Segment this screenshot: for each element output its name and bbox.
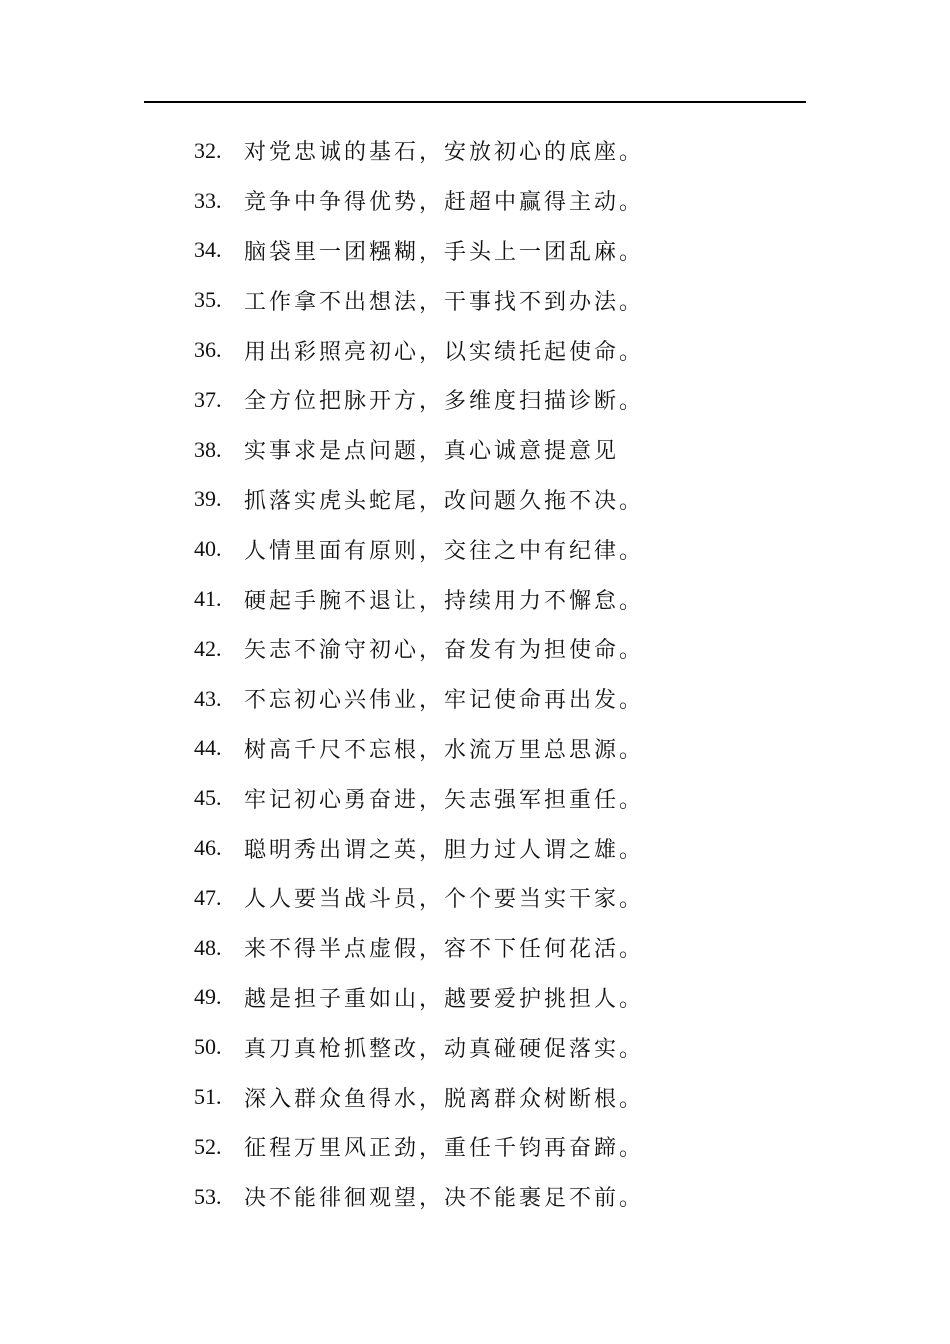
item-text: 实事求是点问题，真心诚意提意见 (244, 439, 620, 465)
item-number: 37. (194, 386, 222, 412)
list-item (0, 425, 950, 475)
list-item (0, 1072, 950, 1122)
item-text: 真刀真枪抓整改，动真碰硬促落实。 (244, 1036, 645, 1062)
item-number: 42. (194, 635, 222, 661)
list-item (0, 226, 950, 276)
list-item (0, 624, 950, 674)
list-item (0, 475, 950, 525)
list-item (0, 873, 950, 923)
item-text: 越是担子重如山，越要爱护挑担人。 (244, 986, 645, 1012)
item-number: 44. (194, 735, 222, 761)
item-number: 38. (194, 436, 222, 462)
item-number: 47. (194, 884, 222, 910)
item-text: 工作拿不出想法，干事找不到办法。 (244, 289, 645, 315)
list-item (0, 275, 950, 325)
item-text: 决不能徘徊观望，决不能裹足不前。 (244, 1186, 645, 1212)
item-text: 硬起手腕不退让，持续用力不懈怠。 (244, 588, 645, 614)
item-number: 53. (194, 1183, 222, 1209)
item-number: 51. (194, 1084, 222, 1110)
item-number: 34. (194, 237, 222, 263)
item-text: 人情里面有原则，交往之中有纪律。 (244, 538, 645, 564)
item-text: 来不得半点虚假，容不下任何花活。 (244, 937, 645, 963)
item-number: 33. (194, 187, 222, 213)
list-item (0, 524, 950, 574)
item-number: 43. (194, 685, 222, 711)
item-text: 竞争中争得优势，赶超中赢得主动。 (244, 190, 645, 216)
item-text: 用出彩照亮初心，以实绩托起使命。 (244, 339, 645, 365)
list-item (0, 823, 950, 873)
item-text: 深入群众鱼得水，脱离群众树断根。 (244, 1086, 645, 1112)
item-number: 41. (194, 586, 222, 612)
item-text: 对党忠诚的基石，安放初心的底座。 (244, 140, 645, 166)
item-text: 脑袋里一团糨糊，手头上一团乱麻。 (244, 239, 645, 265)
list-item (0, 1172, 950, 1222)
header-rule (144, 101, 806, 103)
item-text: 全方位把脉开方，多维度扫描诊断。 (244, 389, 645, 415)
list-item (0, 375, 950, 425)
list-item (0, 973, 950, 1023)
item-number: 46. (194, 835, 222, 861)
item-number: 45. (194, 785, 222, 811)
item-number: 48. (194, 934, 222, 960)
list-item (0, 325, 950, 375)
item-text: 牢记初心勇奋进，矢志强军担重任。 (244, 787, 645, 813)
list-item (0, 1122, 950, 1172)
item-number: 32. (194, 137, 222, 163)
item-number: 39. (194, 486, 222, 512)
item-number: 40. (194, 536, 222, 562)
item-number: 52. (194, 1133, 222, 1159)
item-text: 人人要当战斗员，个个要当实干家。 (244, 887, 645, 913)
item-text: 矢志不渝守初心，奋发有为担使命。 (244, 638, 645, 664)
list-item (0, 574, 950, 624)
list-item (0, 923, 950, 973)
list-item (0, 176, 950, 226)
item-text: 树高千尺不忘根，水流万里总思源。 (244, 737, 645, 763)
item-number: 35. (194, 287, 222, 313)
item-number: 50. (194, 1034, 222, 1060)
list-item (0, 126, 950, 176)
slogan-list (0, 126, 950, 1222)
item-text: 不忘初心兴伟业，牢记使命再出发。 (244, 688, 645, 714)
list-item (0, 674, 950, 724)
list-item (0, 1022, 950, 1072)
list-item (0, 773, 950, 823)
list-item (0, 724, 950, 774)
item-text: 征程万里风正劲，重任千钧再奋蹄。 (244, 1136, 645, 1162)
item-number: 49. (194, 984, 222, 1010)
item-text: 抓落实虎头蛇尾，改问题久拖不决。 (244, 488, 645, 514)
item-text: 聪明秀出谓之英，胆力过人谓之雄。 (244, 837, 645, 863)
item-number: 36. (194, 337, 222, 363)
